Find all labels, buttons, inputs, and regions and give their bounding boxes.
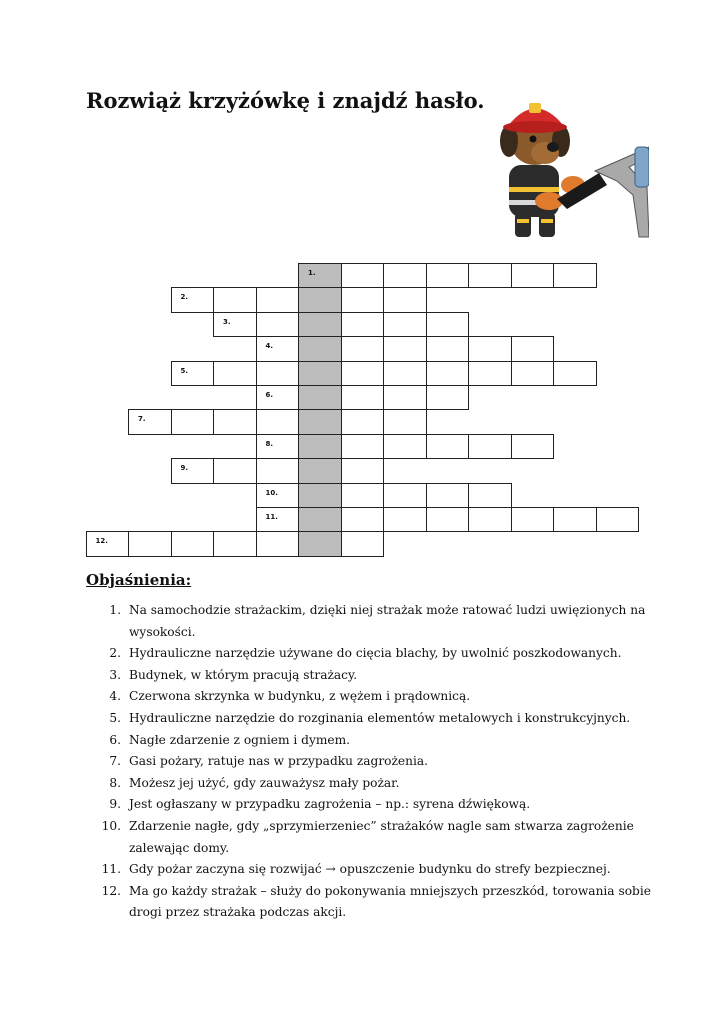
crossword-cell[interactable] bbox=[426, 507, 470, 532]
clue-number-label: 2. bbox=[180, 293, 189, 302]
crossword-cell[interactable] bbox=[256, 434, 300, 459]
clue-number: 5. bbox=[109, 710, 121, 725]
clue-text: Możesz jej użyć, gdy zauważysz mały pożar. bbox=[129, 775, 400, 790]
clue-item bbox=[100, 859, 660, 881]
clue-number-label: 8. bbox=[265, 439, 274, 448]
crossword-key-cell[interactable] bbox=[298, 483, 342, 508]
clue-number: 10. bbox=[101, 818, 121, 833]
crossword-cell[interactable] bbox=[256, 531, 300, 556]
clue-number-label: 12. bbox=[95, 537, 108, 546]
crossword-cell[interactable] bbox=[256, 507, 300, 532]
crossword-key-cell[interactable] bbox=[298, 434, 342, 459]
crossword-cell[interactable] bbox=[383, 434, 427, 459]
crossword-cell[interactable] bbox=[383, 385, 427, 410]
clue-text: Hydrauliczne narzędzie używane do cięcia blachy, by uwolnić poszkodowanych. bbox=[129, 646, 622, 661]
crossword-key-cell[interactable] bbox=[298, 312, 342, 337]
clue-item bbox=[100, 708, 660, 730]
crossword-cell[interactable] bbox=[341, 507, 385, 532]
clue-item bbox=[100, 665, 660, 687]
clue-number: 9. bbox=[109, 797, 121, 812]
crossword-cell[interactable] bbox=[383, 312, 427, 337]
clue-number-label: 11. bbox=[265, 513, 278, 521]
crossword-cell[interactable] bbox=[468, 483, 512, 508]
clue-number: 1. bbox=[109, 603, 121, 617]
crossword-cell[interactable] bbox=[86, 531, 130, 556]
clue-number: 6. bbox=[109, 732, 121, 747]
clue-item bbox=[100, 751, 660, 773]
clue-number-label: 9. bbox=[180, 464, 189, 473]
crossword-cell[interactable] bbox=[426, 336, 470, 361]
crossword-cell[interactable] bbox=[341, 409, 385, 434]
crossword-cell[interactable] bbox=[383, 361, 427, 386]
crossword-key-cell[interactable] bbox=[298, 361, 342, 386]
clue-number: 11. bbox=[101, 862, 121, 877]
crossword-key-cell[interactable] bbox=[298, 507, 342, 532]
crossword-key-cell[interactable] bbox=[298, 385, 342, 410]
crossword-cell[interactable] bbox=[341, 287, 385, 312]
clue-number: 3. bbox=[109, 667, 121, 682]
crossword-cell[interactable] bbox=[171, 458, 215, 483]
crossword-cell[interactable] bbox=[213, 409, 257, 434]
crossword-cell[interactable] bbox=[341, 263, 385, 288]
crossword-cell[interactable] bbox=[213, 531, 257, 556]
crossword-key-cell[interactable] bbox=[298, 458, 342, 483]
crossword-cell[interactable] bbox=[383, 409, 427, 434]
clue-text: Hydrauliczne narzędzie do rozginania elementów metalowych i konstrukcyjnych. bbox=[129, 710, 631, 725]
clue-number-label: 7. bbox=[138, 415, 146, 424]
crossword-cell[interactable] bbox=[341, 385, 385, 410]
page-title: Rozwiąż krzyżówkę i znajdź hasło. bbox=[86, 88, 485, 113]
clue-number-label: 10. bbox=[265, 488, 278, 497]
crossword-cell[interactable] bbox=[213, 287, 257, 312]
explanations-heading: Objaśnienia: bbox=[86, 571, 192, 589]
crossword-cell[interactable] bbox=[256, 361, 300, 386]
crossword-cell[interactable] bbox=[553, 361, 597, 386]
crossword-cell[interactable] bbox=[341, 312, 385, 337]
crossword-cell[interactable] bbox=[341, 458, 385, 483]
crossword-cell[interactable] bbox=[171, 531, 215, 556]
crossword-cell[interactable] bbox=[213, 312, 257, 337]
clue-number-label: 5. bbox=[180, 366, 189, 375]
crossword-cell[interactable] bbox=[171, 287, 215, 312]
clue-text: Zdarzenie nagłe, gdy „sprzymierzeniec” strażaków nagle sam stwarza zagrożenie zalewając domy. bbox=[129, 818, 634, 855]
clue-text: Budynek, w którym pracują strażacy. bbox=[129, 667, 358, 682]
crossword-cell[interactable] bbox=[468, 263, 512, 288]
crossword-cell[interactable] bbox=[596, 507, 640, 532]
clue-item bbox=[100, 686, 660, 708]
crossword-cell[interactable] bbox=[213, 361, 257, 386]
clue-item bbox=[100, 881, 660, 924]
crossword-cell[interactable] bbox=[553, 507, 597, 532]
firefighter-dog-illustration bbox=[487, 95, 649, 243]
crossword-key-cell[interactable] bbox=[298, 336, 342, 361]
crossword-cell[interactable] bbox=[383, 287, 427, 312]
crossword-cell[interactable] bbox=[511, 336, 555, 361]
crossword-cell[interactable] bbox=[256, 312, 300, 337]
crossword-cell[interactable] bbox=[426, 483, 470, 508]
crossword-cell[interactable] bbox=[383, 263, 427, 288]
crossword-cell[interactable] bbox=[171, 361, 215, 386]
crossword-cell[interactable] bbox=[256, 458, 300, 483]
clue-number-label: 4. bbox=[265, 342, 274, 351]
crossword-cell[interactable] bbox=[341, 531, 385, 556]
crossword-cell[interactable] bbox=[256, 287, 300, 312]
crossword-cell[interactable] bbox=[426, 312, 470, 337]
crossword-cell[interactable] bbox=[341, 361, 385, 386]
clue-list bbox=[100, 600, 660, 924]
clue-text: Ma go każdy strażak – służy do pokonywania mniejszych przeszkód, torowania sobie drogi przez strażaka podczas akcji. bbox=[129, 883, 651, 920]
crossword-cell[interactable] bbox=[256, 409, 300, 434]
crossword-cell[interactable] bbox=[468, 361, 512, 386]
crossword-cell[interactable] bbox=[341, 336, 385, 361]
crossword-cell[interactable] bbox=[383, 336, 427, 361]
crossword-key-cell[interactable] bbox=[298, 287, 342, 312]
crossword-cell[interactable] bbox=[256, 385, 300, 410]
clue-text: Jest ogłaszany w przypadku zagrożenia – np.: syrena dźwiękową. bbox=[129, 797, 531, 812]
crossword-cell[interactable] bbox=[511, 361, 555, 386]
crossword-cell[interactable] bbox=[468, 336, 512, 361]
clue-number-label: 3. bbox=[223, 317, 231, 326]
crossword-key-cell[interactable] bbox=[298, 531, 342, 556]
clue-text: Nagłe zdarzenie z ogniem i dymem. bbox=[129, 732, 351, 747]
clue-number: 7. bbox=[109, 754, 121, 769]
crossword-cell[interactable] bbox=[426, 361, 470, 386]
clue-item bbox=[100, 600, 660, 643]
crossword-cell[interactable] bbox=[341, 434, 385, 459]
clue-number: 4. bbox=[109, 689, 121, 704]
crossword-cell[interactable] bbox=[468, 507, 512, 532]
clue-item bbox=[100, 773, 660, 795]
crossword-cell[interactable] bbox=[128, 531, 172, 556]
crossword-cell[interactable] bbox=[213, 458, 257, 483]
crossword-cell[interactable] bbox=[383, 483, 427, 508]
clue-number: 2. bbox=[109, 646, 121, 661]
crossword-cell[interactable] bbox=[426, 263, 470, 288]
clue-text: Gasi pożary, ratuje nas w przypadku zagrożenia. bbox=[129, 754, 429, 769]
clue-number-label: 1. bbox=[308, 269, 316, 277]
clue-item bbox=[100, 816, 660, 859]
crossword-cell[interactable] bbox=[511, 434, 555, 459]
clue-text: Gdy pożar zaczyna się rozwijać → opuszczenie budynku do strefy bezpiecznej. bbox=[129, 862, 611, 877]
clue-text: Czerwona skrzynka w budynku, z wężem i prądownicą. bbox=[129, 689, 471, 704]
crossword-cell[interactable] bbox=[511, 263, 555, 288]
crossword-cell[interactable] bbox=[171, 409, 215, 434]
crossword-cell[interactable] bbox=[468, 434, 512, 459]
crossword-cell[interactable] bbox=[383, 507, 427, 532]
crossword-cell[interactable] bbox=[256, 336, 300, 361]
crossword-key-cell[interactable] bbox=[298, 263, 342, 288]
crossword-cell[interactable] bbox=[511, 507, 555, 532]
crossword-key-cell[interactable] bbox=[298, 409, 342, 434]
crossword-cell[interactable] bbox=[426, 385, 470, 410]
crossword-cell[interactable] bbox=[128, 409, 172, 434]
clue-item bbox=[100, 643, 660, 665]
clue-number-label: 6. bbox=[265, 391, 274, 399]
clue-number: 8. bbox=[109, 775, 121, 790]
clue-item bbox=[100, 794, 660, 816]
clue-item bbox=[100, 730, 660, 752]
crossword-cell[interactable] bbox=[426, 434, 470, 459]
crossword-cell[interactable] bbox=[256, 483, 300, 508]
crossword-cell[interactable] bbox=[341, 483, 385, 508]
clue-text: Na samochodzie strażackim, dzięki niej strażak może ratować ludzi uwięzionych na wysokości. bbox=[129, 603, 646, 639]
crossword-cell[interactable] bbox=[553, 263, 597, 288]
clue-number: 12. bbox=[101, 883, 121, 898]
